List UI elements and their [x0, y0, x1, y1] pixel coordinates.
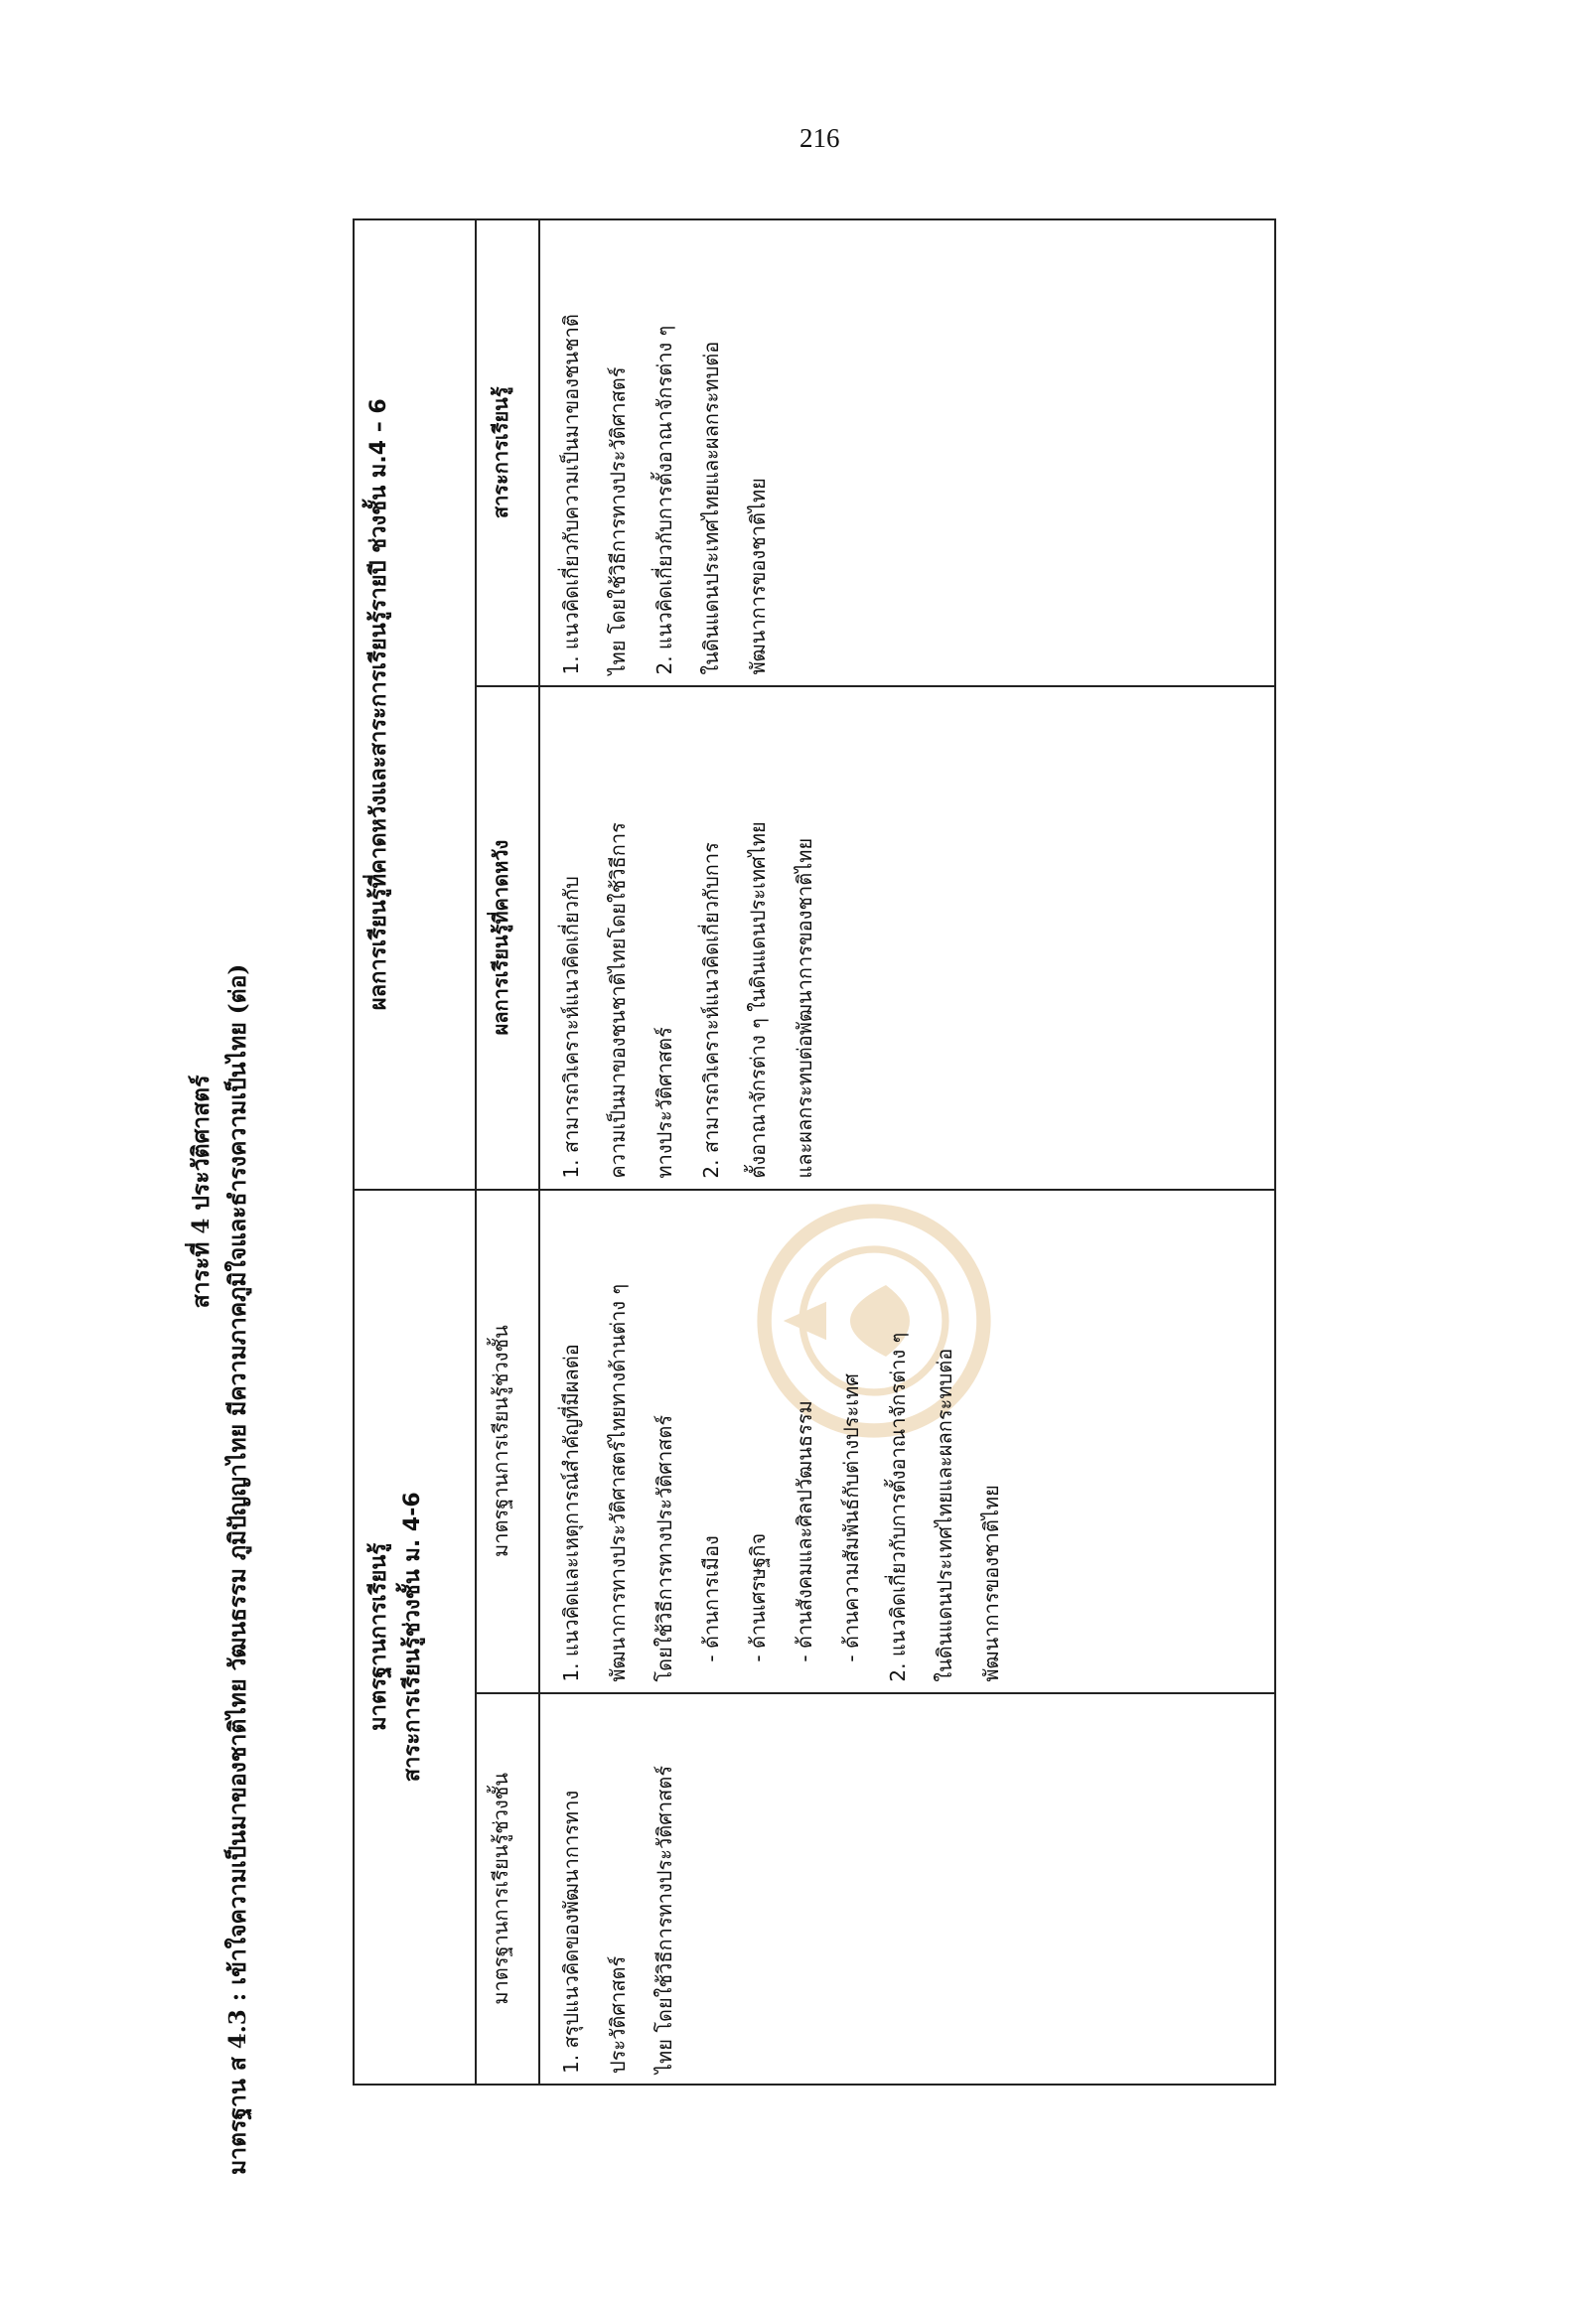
col4-cell	[539, 219, 1275, 686]
col3-line: 1. สามารถวิเคราะห์แนวคิดเกี่ยวกับ	[559, 876, 583, 1179]
col3-header: ผลการเรียนรู้ที่คาดหวัง	[476, 686, 539, 1190]
col2-line: พัฒนาการของชาติไทย	[979, 1485, 1003, 1682]
col3-line: ตั้งอาณาจักรต่าง ๆ ในดินแดนประเทศไทย	[746, 821, 770, 1179]
col2-line: 2. แนวคิดเกี่ยวกับการตั้งอาณาจักรต่าง ๆ	[886, 1332, 910, 1682]
col3-cell	[539, 686, 1275, 1190]
col1-line: 1. สรุปแนวคิดของพัฒนาการทางประวัติศาสตร์	[559, 1790, 630, 2074]
col2-line: - ด้านการเมือง	[699, 1535, 723, 1662]
col2-line: - ด้านเศรษฐกิจ	[746, 1532, 770, 1662]
col2-line: - ด้านความสัมพันธ์กับต่างประเทศ	[839, 1373, 863, 1662]
col2-line: พัฒนาการทางประวัติศาสตร์ไทยทางด้านต่าง ๆ	[606, 1283, 630, 1682]
col1-cell	[539, 1693, 1275, 2085]
col4-line: 2. แนวคิดเกี่ยวกับการตั้งอาณาจักรต่าง ๆ	[653, 325, 676, 675]
col2-line: โดยใช้วิธีการทางประวัติศาสตร์	[653, 1414, 676, 1682]
standards-table	[353, 218, 1276, 2086]
col2-line: 1. แนวคิดและเหตุการณ์สำคัญที่มีผลต่อ	[559, 1344, 583, 1682]
col1-line: ไทย โดยใช้วิธีการทางประวัติศาสตร์	[653, 1765, 676, 2074]
col2-cell	[539, 1190, 1275, 1693]
col2-line: ในดินแดนประเทศไทยและผลกระทบต่อ	[933, 1348, 956, 1682]
col1-header: มาตรฐานการเรียนรู้ช่วงชั้น	[476, 1693, 539, 2085]
group-header-line1: มาตรฐานการเรียนรู้	[366, 1542, 391, 1731]
col3-line: ความเป็นมาของชนชาติไทยโดยใช้วิธีการ	[606, 822, 630, 1179]
col4-line: ในดินแดนประเทศไทยและผลกระทบต่อ	[699, 341, 723, 675]
col4-line: 1. แนวคิดเกี่ยวกับความเป็นมาของชนชาติ	[559, 314, 583, 675]
group-header-outcomes: ผลการเรียนรู้ที่คาดหวังและสาระการเรียนรู้รายปี ช่วงชั้น ม.4 – 6	[354, 219, 476, 1190]
col2-line: - ด้านสังคมและศิลปวัฒนธรรม	[793, 1400, 816, 1662]
col2-header: มาตรฐานการเรียนรู้ช่วงชั้น	[476, 1190, 539, 1693]
subject-title: สาระที่ 4 ประวัติศาสตร์	[188, 1075, 215, 1309]
col4-header: สาระการเรียนรู้	[476, 219, 539, 686]
group-header-standards	[354, 1190, 476, 2085]
group-header-line2: สาระการเรียนรู้ช่วงชั้น ม. 4-6	[400, 1492, 426, 1783]
col3-line: ทางประวัติศาสตร์	[653, 1027, 676, 1179]
standard-heading: มาตรฐาน ส 4.3 : เข้าใจความเป็นมาของชาติไทย วัฒนธรรม ภูมิปัญญาไทย มีความภาคภูมิใจและธำรงความเป็นไทย (ต่อ)	[224, 963, 251, 2175]
col4-line: พัฒนาการของชาติไทย	[746, 478, 770, 675]
col3-line: และผลกระทบต่อพัฒนาการของชาติไทย	[793, 837, 816, 1179]
page-number: 216	[799, 123, 840, 153]
col3-line: 2. สามารถวิเคราะห์แนวคิดเกี่ยวกับการ	[699, 842, 723, 1179]
rotated-content	[179, 209, 1410, 2175]
col4-line: ไทย โดยใช้วิธีการทางประวัติศาสตร์	[606, 366, 630, 675]
